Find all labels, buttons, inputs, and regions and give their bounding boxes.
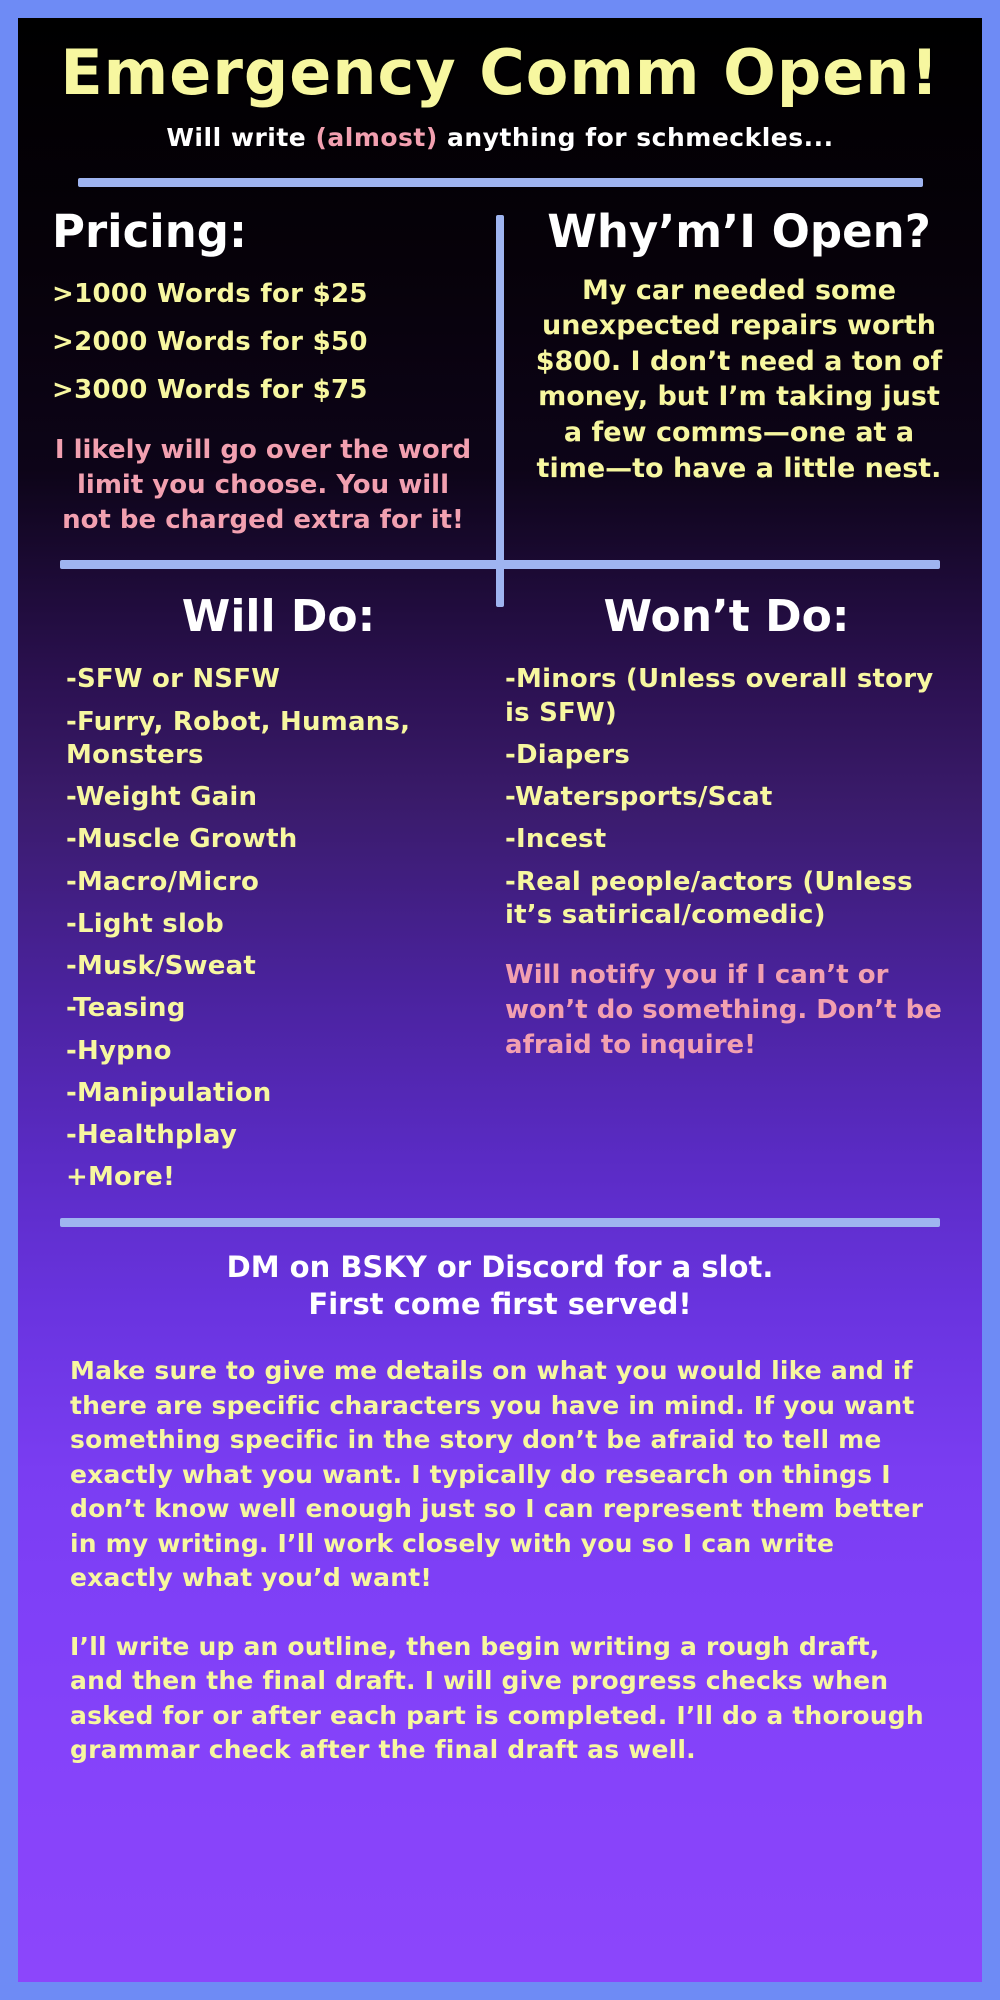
- subtitle-post: anything for schmeckles...: [437, 123, 834, 153]
- list-item: -Macro/Micro: [66, 866, 260, 897]
- list-item: -Minors (Unless overall story is SFW): [505, 664, 934, 728]
- list-item: -Watersports/Scat: [505, 782, 773, 813]
- list-item: -SFW or NSFW: [66, 664, 281, 695]
- list-item: -Hypno: [66, 1035, 172, 1066]
- list-item: -Teasing: [66, 993, 186, 1024]
- list-item: -Furry, Robot, Humans, Monsters: [66, 706, 411, 770]
- vertical-divider: [496, 215, 504, 607]
- list-item: -Healthplay: [66, 1120, 237, 1151]
- divider-top: [78, 178, 923, 187]
- pricing-heading: Pricing:: [52, 205, 247, 259]
- will-do-heading: Will Do:: [181, 590, 376, 642]
- pricing-why-section: [18, 207, 982, 538]
- page-subtitle: [18, 123, 982, 152]
- subtitle-pre: Will write: [166, 123, 316, 153]
- list-item: >3000 Words for $75: [52, 374, 368, 405]
- why-open-column: [500, 207, 948, 538]
- why-open-body: My car needed some unexpected repairs worth $800. I don’t need a ton of money, but I’m taking just a few comms—one at a time—to have a little nest.: [535, 274, 943, 484]
- poster-card: [18, 18, 982, 1982]
- divider-bottom: [60, 1218, 940, 1227]
- cta-line-1: DM on BSKY or Discord for a slot.: [226, 1249, 774, 1284]
- list-item: -Weight Gain: [66, 782, 258, 813]
- list-item: -Manipulation: [66, 1077, 272, 1108]
- list-item: -Diapers: [505, 739, 631, 770]
- process-paragraph: I’ll write up an outline, then begin writing a rough draft, and then the final draft. I will give progress checks when asked for or after each part is completed. I’ll do a thorough grammar check after the final draft as well.: [70, 1631, 924, 1765]
- list-item: -Musk/Sweat: [66, 951, 256, 982]
- list-item: -Real people/actors (Unless it’s satirical/comedic): [505, 866, 913, 930]
- wont-do-note: Will notify you if I can’t or won’t do something. Don’t be afraid to inquire!: [505, 960, 942, 1061]
- details-paragraph: Make sure to give me details on what you would like and if there are specific characters you have in mind. If you want something specific in the story don’t be afraid to tell me exactly what you want. I typically do research on things I don’t know well enough just so I can represent them better in my writing. I’ll work closely with you so I can write exactly what you’d want!: [70, 1356, 924, 1593]
- wont-do-heading: Won’t Do:: [603, 590, 850, 642]
- list-item: -Light slob: [66, 908, 224, 939]
- list-item: >1000 Words for $25: [52, 278, 368, 309]
- page-title: Emergency Comm Open!: [60, 36, 940, 109]
- list-item: +More!: [66, 1162, 176, 1193]
- cta-line-2: First come first served!: [308, 1287, 692, 1322]
- call-to-action: [18, 1249, 982, 1324]
- subtitle-accent: (almost): [315, 123, 438, 153]
- pricing-note: I likely will go over the word limit you choose. You will not be charged extra for it!: [54, 434, 472, 535]
- pricing-column: [52, 207, 500, 538]
- list-item: -Incest: [505, 824, 607, 855]
- pricing-list: [52, 279, 474, 405]
- will-do-column: [52, 590, 491, 1204]
- list-item: >2000 Words for $50: [52, 326, 368, 357]
- why-open-heading: Why’m’I Open?: [547, 205, 931, 259]
- wont-do-column: [491, 590, 948, 1204]
- do-dont-section: [18, 590, 982, 1204]
- list-item: -Muscle Growth: [66, 824, 298, 855]
- header: [18, 18, 982, 187]
